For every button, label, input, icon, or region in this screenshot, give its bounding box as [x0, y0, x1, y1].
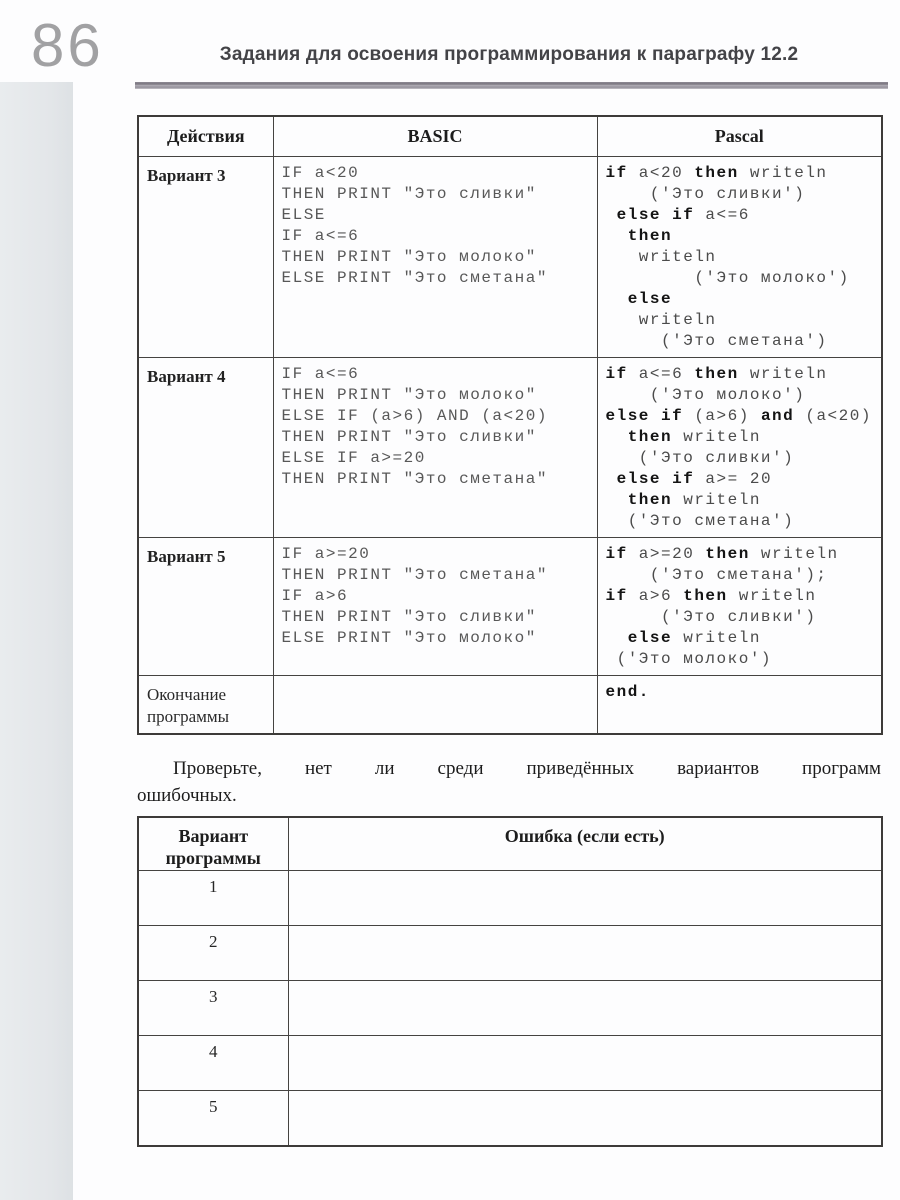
check-row-2 [138, 926, 882, 981]
code-table-header-row [138, 116, 882, 156]
code-table [137, 115, 883, 735]
check-col-header-variant: Вариант программы [138, 817, 288, 871]
variant-3-pascal-code: if a<20 then writeln ('Это сливки') else if a<=6 then writeln ('Это молоко') else writeln ('Это сметана') [597, 156, 882, 357]
variant-number-cell: 2 [138, 926, 288, 981]
variant-4-basic-code: IF a<=6 THEN PRINT "Это молоко" ELSE IF (a>6) AND (a<20) THEN PRINT "Это сливки" ELSE IF a>=20 THEN PRINT "Это сметана" [273, 357, 597, 537]
variant-5-row [138, 537, 882, 675]
error-cell [288, 926, 882, 981]
col-header-basic: BASIC [273, 116, 597, 156]
variant-5-pascal-code: if a>=20 then writeln ('Это сметана'); if a>6 then writeln ('Это сливки') else writeln ('Это молоко') [597, 537, 882, 675]
check-col-header-error: Ошибка (если есть) [288, 817, 882, 871]
variant-4-row [138, 357, 882, 537]
program-end-pascal-code: end. [597, 675, 882, 734]
prompt-paragraph [137, 755, 881, 809]
variant-5-basic-code: IF a>=20 THEN PRINT "Это сметана" IF a>6 THEN PRINT "Это сливки" ELSE PRINT "Это молоко" [273, 537, 597, 675]
prompt-line-1: Проверьте, нет ли среди приведённых вариантов программ [173, 757, 881, 779]
program-end-label: Окончание программы [138, 675, 273, 734]
page-content [137, 115, 883, 1147]
variant-4-pascal-code: if a<=6 then writeln ('Это молоко') else if (a>6) and (a<20) then writeln ('Это сливки') else if a>= 20 then writeln ('Это сметана') [597, 357, 882, 537]
page-edge-strip [0, 82, 73, 1200]
error-cell [288, 871, 882, 926]
variant-3-basic-code: IF a<20 THEN PRINT "Это сливки" ELSE IF a<=6 THEN PRINT "Это молоко" ELSE PRINT "Это сметана" [273, 156, 597, 357]
program-end-basic-code [273, 675, 597, 734]
prompt-line-2: ошибочных. [137, 784, 237, 806]
col-header-pascal: Pascal [597, 116, 882, 156]
check-table [137, 816, 883, 1147]
check-row-5 [138, 1091, 882, 1146]
variant-3-label: Вариант 3 [138, 156, 273, 357]
variant-number-cell: 5 [138, 1091, 288, 1146]
page-header: Задания для освоения программирования к параграфу 12.2 [219, 44, 799, 65]
variant-5-label: Вариант 5 [138, 537, 273, 675]
variant-number-cell: 3 [138, 981, 288, 1036]
variant-4-label: Вариант 4 [138, 357, 273, 537]
check-row-1 [138, 871, 882, 926]
check-row-3 [138, 981, 882, 1036]
error-cell [288, 981, 882, 1036]
error-cell [288, 1091, 882, 1146]
variant-3-row [138, 156, 882, 357]
variant-number-cell: 1 [138, 871, 288, 926]
program-end-row [138, 675, 882, 734]
page-number: 86 [31, 12, 104, 79]
error-cell [288, 1036, 882, 1091]
variant-number-cell: 4 [138, 1036, 288, 1091]
check-table-header-row [138, 817, 882, 871]
check-row-4 [138, 1036, 882, 1091]
header-rule [135, 82, 888, 89]
col-header-actions: Действия [138, 116, 273, 156]
